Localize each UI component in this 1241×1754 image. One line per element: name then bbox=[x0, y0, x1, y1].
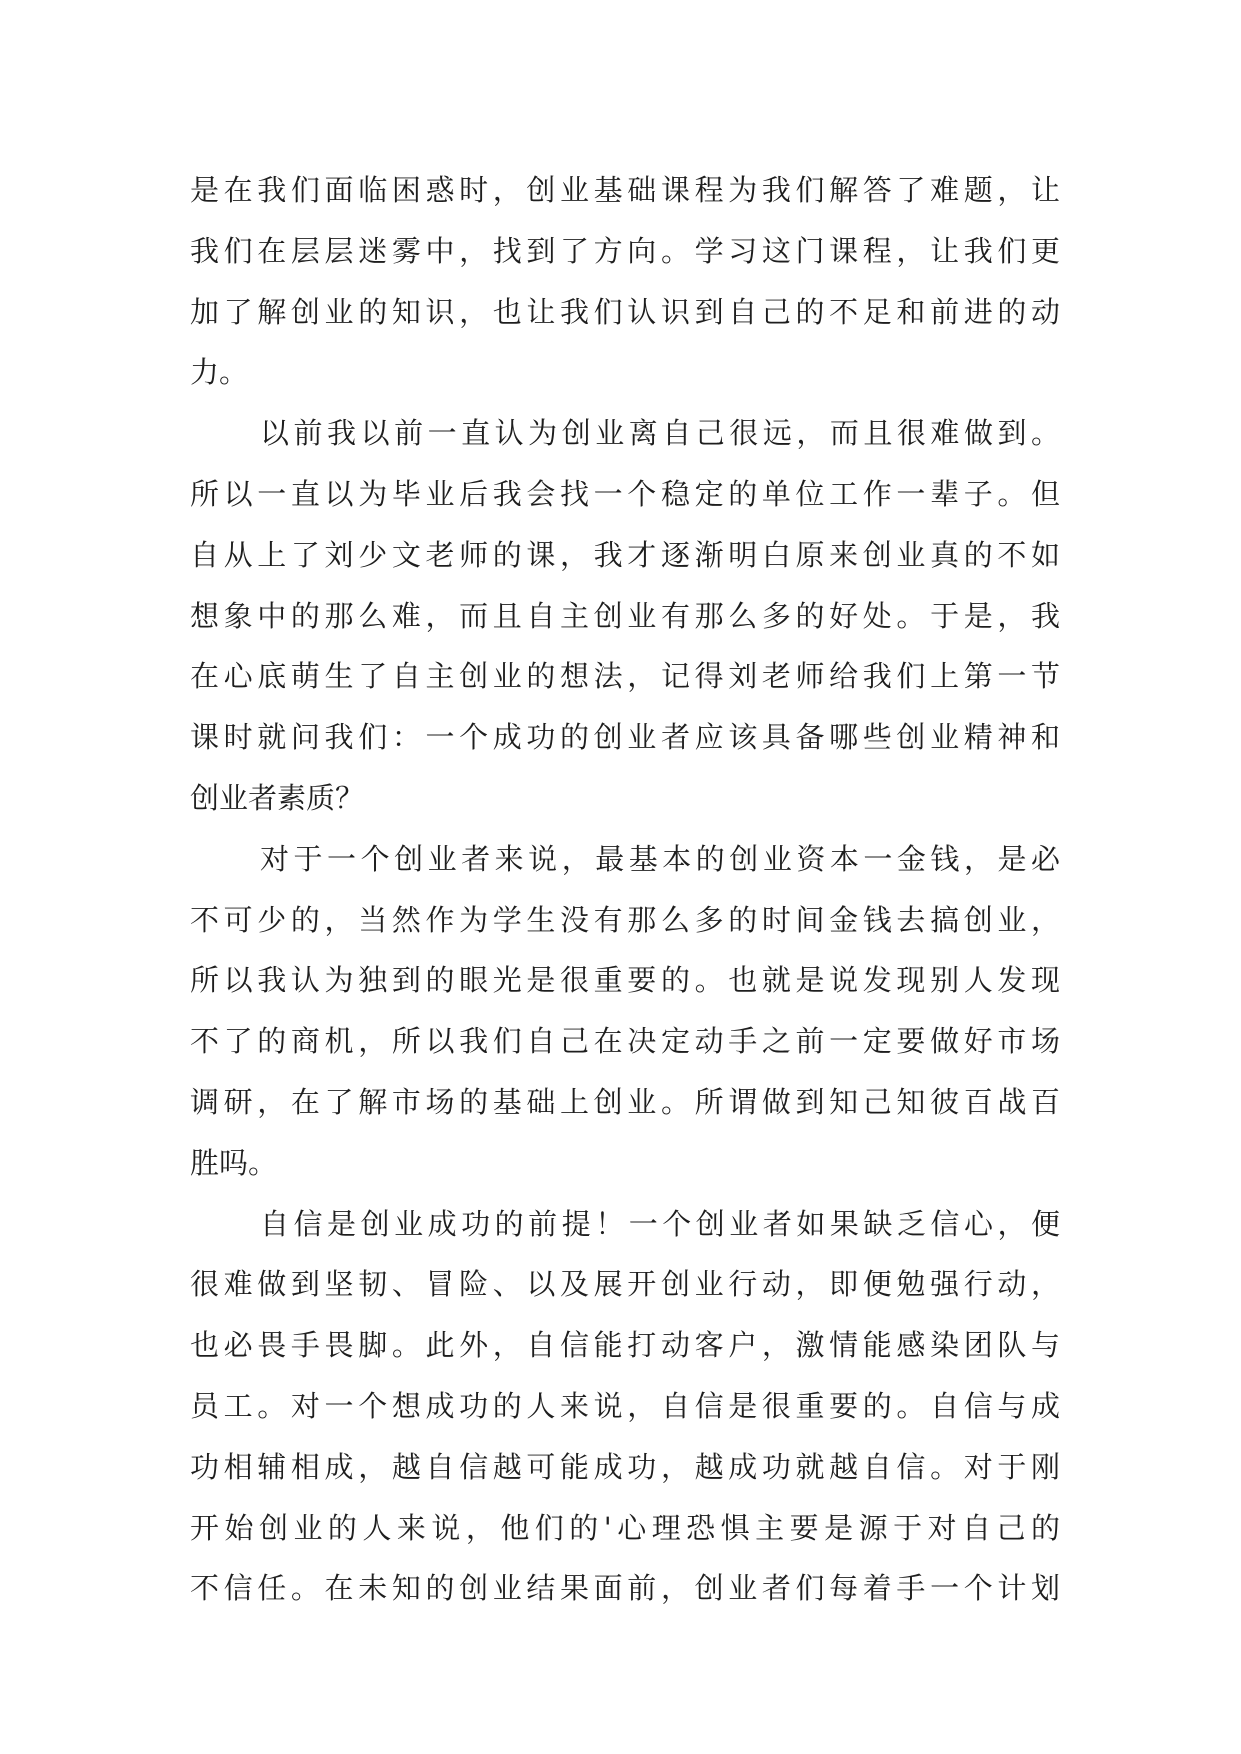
text-line: 自信是创业成功的前提！一个创业者如果缺乏信心，便 bbox=[260, 1206, 1060, 1241]
text-line: 想象中的那么难，而且自主创业有那么多的好处。于是，我 bbox=[190, 598, 1060, 633]
text-line: 我们在层层迷雾中，找到了方向。学习这门课程，让我们更 bbox=[190, 233, 1060, 268]
text-line: 员工。对一个想成功的人来说，自信是很重要的。自信与成 bbox=[190, 1388, 1060, 1423]
text-line: 功相辅相成，越自信越可能成功，越成功就越自信。对于刚 bbox=[190, 1449, 1060, 1484]
text-line: 力。 bbox=[190, 355, 249, 390]
paragraph bbox=[190, 403, 1060, 829]
text-line: 对于一个创业者来说，最基本的创业资本一金钱，是必 bbox=[260, 841, 1060, 876]
text-line: 课时就问我们：一个成功的创业者应该具备哪些创业精神和 bbox=[190, 720, 1060, 755]
text-line: 所以一直以为毕业后我会找一个稳定的单位工作一辈子。但 bbox=[190, 476, 1060, 511]
text-line: 以前我以前一直认为创业离自己很远，而且很难做到。 bbox=[260, 416, 1060, 451]
text-line: 调研，在了解市场的基础上创业。所谓做到知己知彼百战百 bbox=[190, 1084, 1060, 1119]
text-line: 加了解创业的知识，也让我们认识到自己的不足和前进的动 bbox=[190, 294, 1060, 329]
text-line: 胜吗。 bbox=[190, 1145, 278, 1180]
text-line: 也必畏手畏脚。此外，自信能打动客户，激情能感染团队与 bbox=[190, 1328, 1060, 1363]
paragraph bbox=[190, 1194, 1060, 1620]
text-line: 所以我认为独到的眼光是很重要的。也就是说发现别人发现 bbox=[190, 963, 1060, 998]
document-body bbox=[190, 160, 1060, 1619]
paragraph bbox=[190, 829, 1060, 1194]
text-line: 是在我们面临困惑时，创业基础课程为我们解答了难题，让 bbox=[190, 173, 1060, 207]
text-line: 开始创业的人来说，他们的'心理恐惧主要是源于对自己的 bbox=[190, 1510, 1060, 1545]
text-line: 不信任。在未知的创业结果面前，创业者们每着手一个计划 bbox=[190, 1571, 1060, 1606]
text-line: 自从上了刘少文老师的课，我才逐渐明白原来创业真的不如 bbox=[190, 537, 1060, 572]
paragraph bbox=[190, 160, 1060, 403]
text-line: 创业者素质？ bbox=[190, 780, 365, 815]
text-line: 不了的商机，所以我们自己在决定动手之前一定要做好市场 bbox=[190, 1024, 1060, 1059]
text-line: 在心底萌生了自主创业的想法，记得刘老师给我们上第一节 bbox=[190, 659, 1060, 694]
text-line: 不可少的，当然作为学生没有那么多的时间金钱去搞创业， bbox=[190, 902, 1060, 937]
text-line: 很难做到坚韧、冒险、以及展开创业行动，即便勉强行动， bbox=[190, 1267, 1060, 1302]
